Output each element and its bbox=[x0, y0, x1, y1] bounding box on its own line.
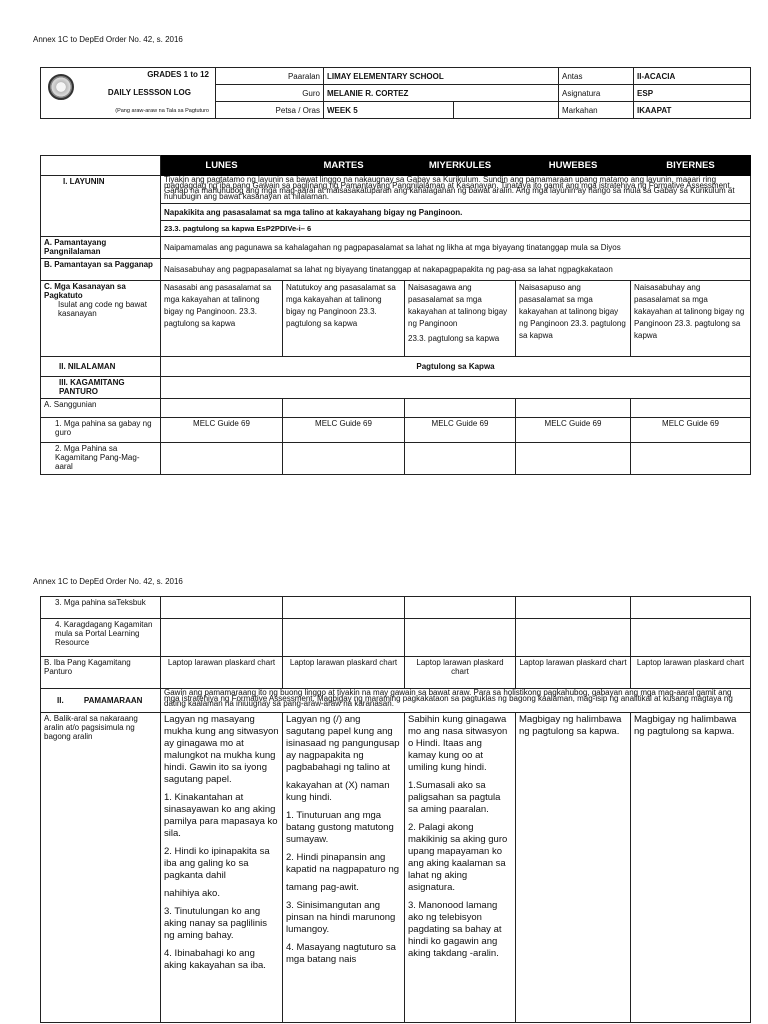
balik-aral-martes-p0: Lagyan ng (/) ang sagutang papel kung ang isinasaad ng pangungusap ay nagpapakita ng pagbabahagi ng talino at bbox=[286, 714, 400, 773]
nilalaman-text: Pagtulong sa Kapwa bbox=[161, 357, 751, 377]
kasanayan-label-cell bbox=[41, 281, 161, 357]
day-miyerkules: MIYERKULES bbox=[405, 156, 516, 176]
pamantayan-sa-pagganap-label: B. Pamantayan sa Pagganap bbox=[41, 259, 161, 281]
layunin-line2: 23.3. pagtulong sa kapwa EsP2PDIVe-i– 6 bbox=[161, 221, 751, 237]
lr-label: 4. Karagdagang Kagamitan mula sa Portal Learning Resource bbox=[41, 619, 161, 657]
balik-aral-label: A. Balik-aral sa nakaraang aralin at/o pagsisimula ng bagong aralin bbox=[41, 713, 161, 1023]
balik-aral-huwebes-p0: Magbigay ng halimbawa ng pagtulong sa kapwa. bbox=[519, 714, 622, 737]
layunin-line1: Napakikita ang pasasalamat sa mga talino at kakayahang bigay ng Panginoon. bbox=[161, 204, 751, 221]
dll-subtitle: (Pang araw-araw na Tala sa Pagtuturo bbox=[115, 108, 209, 114]
balik-aral-lunes bbox=[161, 713, 283, 1023]
layunin-label: I. LAYUNIN bbox=[41, 176, 161, 237]
balik-aral-miyerkules bbox=[405, 713, 516, 1023]
day-biyernes: BIYERNES bbox=[631, 156, 751, 176]
kasanayan-label: C. Mga Kasanayan sa Pagkatuto bbox=[44, 282, 126, 300]
grades-label: GRADES 1 to 12 bbox=[147, 70, 209, 79]
grades-box bbox=[41, 68, 216, 119]
kasanayan-miyerkules-extra: 23.3. pagtulong sa kapwa bbox=[408, 334, 500, 343]
guro-label: Guro bbox=[216, 85, 324, 102]
balik-aral-martes-p5: 3. Sinisimangutan ang pinsan na hindi marunong lumangoy. bbox=[286, 900, 396, 935]
kagamitan-label: III. KAGAMITANG PANTURO bbox=[41, 377, 161, 399]
pamantayang-pangnilalaman-text: Naipamamalas ang pagunawa sa kahalagahan ng pagpapasalamat sa lahat ng likha at mga biyayang tinatanggap mula sa Diyos bbox=[161, 237, 751, 259]
gabay-guro-huwebes: MELC Guide 69 bbox=[516, 418, 631, 443]
balik-aral-martes-p6: 4. Masayang nagtuturo sa mga batang nais bbox=[286, 942, 396, 965]
balik-aral-miyerkules-p0: Sabihin kung ginagawa mo ang nasa sitwasyon o Hindi. Itaas ang kamay kung oo at umiling kung hindi. bbox=[408, 714, 508, 773]
balik-aral-martes-p4: tamang pag-awit. bbox=[286, 882, 359, 893]
petsa-value: WEEK 5 bbox=[324, 102, 454, 119]
day-lunes: LUNES bbox=[161, 156, 283, 176]
annex-label-page2: Annex 1C to DepEd Order No. 42, s. 2016 bbox=[33, 577, 183, 586]
dll-main-table-page1 bbox=[40, 155, 751, 475]
balik-aral-martes bbox=[283, 713, 405, 1023]
antas-label: Antas bbox=[559, 68, 634, 85]
balik-aral-lunes-p5: 4. Ibinabahagi ko ang aking kakayahan sa iba. bbox=[164, 948, 266, 971]
kasanayan-miyerkules-cell bbox=[405, 281, 516, 357]
petsa-blank bbox=[454, 102, 559, 119]
day-huwebes: HUWEBES bbox=[516, 156, 631, 176]
day-martes: MARTES bbox=[283, 156, 405, 176]
balik-aral-lunes-p1: 1. Kinakantahan at sinasayawan ko ang aking pamilya para mapasaya ko sila. bbox=[164, 792, 278, 839]
iba-pang-lunes: Laptop larawan plaskard chart bbox=[161, 657, 283, 689]
day-header-blank bbox=[41, 156, 161, 176]
balik-aral-lunes-p0: Lagyan ng masayang mukha kung ang sitwasyon ay ginagawa mo at malungkot na mukha kung hindi. Gawin ito sa iyong sagutang papel. bbox=[164, 714, 279, 785]
gabay-guro-miyerkules: MELC Guide 69 bbox=[405, 418, 516, 443]
dll-label: DAILY LESSSON LOG bbox=[107, 88, 191, 97]
balik-aral-biyernes bbox=[631, 713, 751, 1023]
nilalaman-label: II. NILALAMAN bbox=[41, 357, 161, 377]
iba-pang-label: B. Iba Pang Kagamitang Panturo bbox=[41, 657, 161, 689]
iba-pang-martes: Laptop larawan plaskard chart bbox=[283, 657, 405, 689]
gabay-guro-label: 1. Mga pahina sa gabay ng guro bbox=[41, 418, 161, 443]
day-header-row bbox=[41, 156, 751, 176]
layunin-note: Tiyakin ang pagtatamo ng layunin sa bawat linggo na nakaugnay sa Gabay sa Kurikulum. Sundin ang pamamaraan upang matamo ang layunin, maaari ring magdagdag ng iba pang Gawain sa paglinang ng Pamantayang Pangnilalaman at Kasanayan. Tinataya ito gamit ang mga istratehiya ng Formative Assessment. Ganap na mahuhubog ang mga mag-aaral at maisasakatuparan ang kahalagahan ng bawat aralin. Ang mga layunin ay hango sa mula sa Gabay sa Kurikulum at huhubugin ang bawat kasanayan at nilalaman. bbox=[161, 176, 751, 204]
iba-pang-miyerkules: Laptop larawan plaskard chart bbox=[405, 657, 516, 689]
iba-pang-biyernes: Laptop larawan plaskard chart bbox=[631, 657, 751, 689]
balik-aral-lunes-p2: 2. Hindi ko ipinapakita sa iba ang galing ko sa pagkanta dahil bbox=[164, 846, 270, 881]
balik-aral-martes-p1: kakayahan at (X) naman kung hindi. bbox=[286, 780, 390, 803]
pamamaraan-num: II. bbox=[57, 696, 64, 705]
asignatura-label: Asignatura bbox=[559, 85, 634, 102]
balik-aral-martes-p2: 1. Tinuturuan ang mga batang gustong matutong sumayaw. bbox=[286, 810, 394, 845]
petsa-label: Petsa / Oras bbox=[216, 102, 324, 119]
balik-aral-martes-p3: 2. Hindi pinapansin ang kapatid na nagpapaturo ng bbox=[286, 852, 400, 875]
kagamitan-mag-aaral-label: 2. Mga Pahina sa Kagamitang Pang-Mag-aaral bbox=[41, 443, 161, 475]
balik-aral-biyernes-p0: Magbigay ng halimbawa ng pagtulong sa kapwa. bbox=[634, 714, 737, 737]
markahan-label: Markahan bbox=[559, 102, 634, 119]
guro-value: MELANIE R. CORTEZ bbox=[324, 85, 559, 102]
kasanayan-huwebes: Naisasapuso ang pasasalamat sa mga kakayahan at talinong bigay ng Panginoon 23.3. pagtulong sa kapwa bbox=[516, 281, 631, 357]
deped-seal-icon bbox=[48, 74, 74, 100]
paaralan-value: LIMAY ELEMENTARY SCHOOL bbox=[324, 68, 559, 85]
header-table bbox=[40, 67, 751, 119]
gabay-guro-martes: MELC Guide 69 bbox=[283, 418, 405, 443]
paaralan-label: Paaralan bbox=[216, 68, 324, 85]
kasanayan-biyernes: Naisasabuhay ang pasasalamat sa mga kakayahan at talinong bigay ng Panginoon 23.3. pagtulong sa kapwa bbox=[631, 281, 751, 357]
markahan-value: IKAAPAT bbox=[634, 102, 751, 119]
teksbuk-label: 3. Mga pahina saTeksbuk bbox=[41, 597, 161, 619]
annex-label: Annex 1C to DepEd Order No. 42, s. 2016 bbox=[33, 35, 183, 44]
pamamaraan-label-cell bbox=[41, 689, 161, 713]
kasanayan-miyerkules: Naisasagawa ang pasasalamat sa mga kakayahan at talinong bigay ng Panginoon bbox=[408, 283, 508, 328]
pamamaraan-label: PAMAMARAAN bbox=[83, 696, 143, 705]
balik-aral-miyerkules-p2: 2. Palagi akong makikinig sa aking guro upang mapayaman ko ang aking kaalaman sa lahat ng aking asignatura. bbox=[408, 822, 508, 893]
balik-aral-lunes-p3: nahihiya ako. bbox=[164, 888, 220, 899]
balik-aral-miyerkules-p3: 3. Manonood lamang ako ng telebisyon pagdating sa bahay at hindi ko gagawin ang aking takdang -aralin. bbox=[408, 900, 502, 959]
balik-aral-miyerkules-p1: 1.Sumasali ako sa paligsahan sa pagtula sa aming paaralan. bbox=[408, 780, 501, 815]
balik-aral-huwebes bbox=[516, 713, 631, 1023]
iba-pang-huwebes: Laptop larawan plaskard chart bbox=[516, 657, 631, 689]
kagamitan-blank bbox=[161, 377, 751, 399]
balik-aral-lunes-p4: 3. Tinutulungan ko ang aking nanay sa paglilinis ng aming bahay. bbox=[164, 906, 267, 941]
sanggunian-label: A. Sanggunian bbox=[41, 399, 161, 418]
gabay-guro-lunes: MELC Guide 69 bbox=[161, 418, 283, 443]
dll-main-table-page2 bbox=[40, 596, 751, 1023]
pamantayan-sa-pagganap-text: Naisasabuhay ang pagpapasalamat sa lahat ng biyayang tinatanggap at nakapagpapakita ng pag-asa sa lahat ngpagkakataon bbox=[161, 259, 751, 281]
asignatura-value: ESP bbox=[634, 85, 751, 102]
pamantayang-pangnilalaman-label: A. Pamantayang Pangnilalaman bbox=[41, 237, 161, 259]
kasanayan-lunes: Nasasabi ang pasasalamat sa mga kakayahan at talinong bigay ng Panginoon. 23.3. pagtulong sa kapwa bbox=[161, 281, 283, 357]
kasanayan-martes: Natutukoy ang pasasalamat sa mga kakayahan at talinong bigay ng Panginoon 23.3. pagtulong sa kapwa bbox=[283, 281, 405, 357]
antas-value: II-ACACIA bbox=[634, 68, 751, 85]
kasanayan-sublabel: Isulat ang code ng bawat kasanayan bbox=[58, 300, 147, 318]
pamamaraan-note: Gawin ang pamamaraang ito ng buong linggo at tiyakin na may gawain sa bawat araw. Para sa holistikong pagkahubog, gabayan ang mga mag-aaral gamit ang mga istratehiya ng Formative Assessment. Magbigay ng maraming pagkakataon sa pagtuklas ng bagong kaalaman, mag-isip ng analitikal at kusang magtaya ng dating kaalaman na iniuugnay sa pang-araw-araw na karanasan. bbox=[161, 689, 751, 713]
gabay-guro-biyernes: MELC Guide 69 bbox=[631, 418, 751, 443]
